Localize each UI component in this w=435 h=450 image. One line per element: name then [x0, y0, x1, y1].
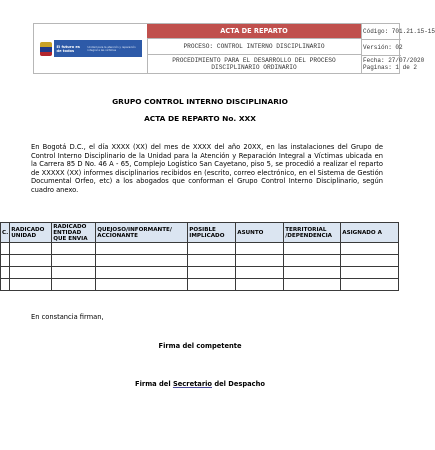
table-cell — [341, 279, 399, 291]
table-header-row — [1, 223, 399, 243]
coat-of-arms-icon — [40, 42, 52, 56]
logo-text: El futuro es de todos — [56, 44, 80, 53]
header-meta — [361, 24, 435, 73]
column-header: RADICADO UNIDAD — [10, 223, 52, 243]
table-cell — [341, 243, 399, 255]
header-date: Fecha: 27/07/2020 — [363, 57, 425, 64]
table-row — [1, 279, 399, 291]
table-cell — [96, 243, 188, 255]
table-cell — [10, 279, 52, 291]
column-header: RADICADO ENTIDAD QUE ENVIA — [52, 223, 96, 243]
header-version: Versión: 02 — [363, 44, 403, 51]
signature-secretary — [0, 380, 400, 388]
table-cell — [284, 279, 341, 291]
signature-competent: Firma del competente — [158, 342, 242, 350]
closing-text: En constancia firman, — [31, 313, 104, 321]
table-cell — [341, 255, 399, 267]
logo-banner — [54, 40, 142, 57]
table-row — [1, 243, 399, 255]
column-header: QUEJOSO/INFORMANTE/ ACCIONANTE — [96, 223, 188, 243]
table-cell — [52, 279, 96, 291]
table-cell — [188, 279, 236, 291]
signature-secretary-prefix: Firma del — [135, 380, 173, 388]
table-cell — [188, 243, 236, 255]
secretary-word: Secretario — [172, 380, 212, 388]
table-cell — [341, 267, 399, 279]
header-process: PROCESO: CONTROL INTERNO DISCIPLINARIO — [147, 39, 361, 55]
act-title: ACTA DE REPARTO No. XXX — [144, 114, 256, 123]
table-cell — [236, 267, 284, 279]
column-header: POSIBLE IMPLICADO — [188, 223, 236, 243]
signature-secretary-suffix: del Despacho — [212, 380, 265, 388]
table-cell — [188, 255, 236, 267]
table-cell — [10, 267, 52, 279]
table-cell — [96, 279, 188, 291]
header-procedure: PROCEDIMIENTO PARA EL DESARROLLO DEL PROCESO DISCIPLINARIO ORDINARIO — [172, 57, 336, 71]
table-cell — [1, 267, 10, 279]
header-pages: Paginas: 1 de 2 — [363, 64, 418, 71]
table-cell — [1, 243, 10, 255]
table-cell — [96, 267, 188, 279]
distribution-table — [0, 222, 399, 291]
table-cell — [52, 243, 96, 255]
table-cell — [236, 243, 284, 255]
table-cell — [236, 279, 284, 291]
table-cell — [284, 255, 341, 267]
table-cell — [1, 279, 10, 291]
table-cell — [1, 255, 10, 267]
table-cell — [96, 255, 188, 267]
table-cell — [10, 255, 52, 267]
table-row — [1, 255, 399, 267]
logo-cell — [34, 24, 148, 73]
body-paragraph: En Bogotá D.C., el día XXXX (XX) del mes de XXXX del año 20XX, en las instalaciones del Grupo de Control Interno Disciplinario de la Unidad para la Atención y Reparación Integral a Víctimas ubicada en la Carrera 85 D No. 46 A - 65, Complejo Logístico San Cayetano, piso 5, se procedió a realizar el reparto de XXXXX (XX) informes disciplinarios recibidos en (escrito, correo electrónico, en el Sistema de Gestión Documental Orfeo, etc) a los abogados que conforman el Grupo Control Interno Disciplinario, según cuadro anexo. — [31, 143, 383, 194]
header-code: Código: 701.21.15-15 — [363, 28, 435, 35]
column-header: ASUNTO — [236, 223, 284, 243]
column-header: TERRITORIAL /DEPENDENCIA — [284, 223, 341, 243]
table-cell — [284, 267, 341, 279]
table-cell — [52, 255, 96, 267]
table-cell — [188, 267, 236, 279]
table-row — [1, 267, 399, 279]
group-title: GRUPO CONTROL INTERNO DISCIPLINARIO — [112, 97, 288, 106]
institution-logo — [40, 40, 142, 57]
header-center — [147, 24, 362, 73]
document-header — [33, 23, 435, 74]
table-cell — [284, 243, 341, 255]
column-header: C. — [1, 223, 10, 243]
table-cell — [236, 255, 284, 267]
table-cell — [52, 267, 96, 279]
header-title: ACTA DE REPARTO — [147, 24, 361, 39]
logo-subtext: Unidad para la atención y reparación integral a las víctimas — [87, 45, 136, 52]
table-cell — [10, 243, 52, 255]
column-header: ASIGNADO A — [341, 223, 399, 243]
